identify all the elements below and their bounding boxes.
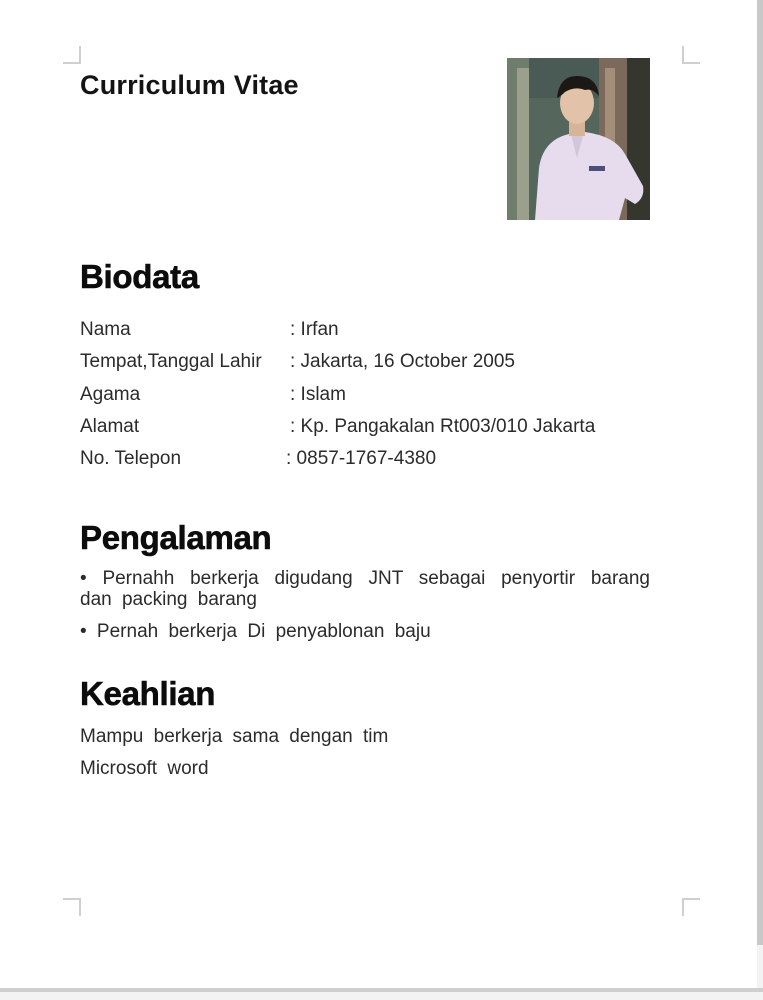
biodata-row-telepon [80, 448, 680, 476]
biodata-row-agama [80, 384, 680, 412]
biodata-row-alamat [80, 416, 680, 444]
keahlian-heading: Keahlian [80, 675, 216, 712]
margin-corner-top-left [63, 46, 81, 64]
biodata-label: Agama [80, 384, 141, 405]
keahlian-item: Mampu berkerja sama dengan tim [80, 726, 389, 747]
biodata-row-ttl [80, 351, 680, 379]
biodata-value: : 0857-1767-4380 [286, 448, 437, 469]
margin-corner-bottom-left [63, 898, 81, 916]
biodata-label: Tempat,Tanggal Lahir [80, 351, 262, 372]
biodata-row-nama [80, 319, 680, 347]
biodata-value: : Jakarta, 16 October 2005 [290, 351, 515, 372]
biodata-value: : Irfan [290, 319, 339, 340]
margin-corner-bottom-right [682, 898, 700, 916]
pengalaman-item: • Pernahh berkerja digudang JNT sebagai penyortir barang dan packing barang [80, 568, 650, 610]
biodata-label: Alamat [80, 416, 140, 437]
pengalaman-item: • Pernah berkerja Di penyablonan baju [80, 621, 431, 642]
margin-corner-top-right [682, 46, 700, 64]
keahlian-item: Microsoft word [80, 758, 209, 779]
biodata-label: Nama [80, 319, 131, 340]
pengalaman-heading: Pengalaman [80, 519, 272, 556]
profile-photo [507, 58, 650, 220]
document-title: Curriculum Vitae [80, 70, 299, 100]
biodata-value: : Kp. Pangakalan Rt003/010 Jakarta [290, 416, 596, 437]
page-bottom-edge [0, 988, 763, 992]
biodata-value: : Islam [290, 384, 346, 405]
biodata-label: No. Telepon [80, 448, 182, 469]
page-scroll-edge [757, 0, 763, 945]
biodata-heading: Biodata [80, 258, 199, 295]
